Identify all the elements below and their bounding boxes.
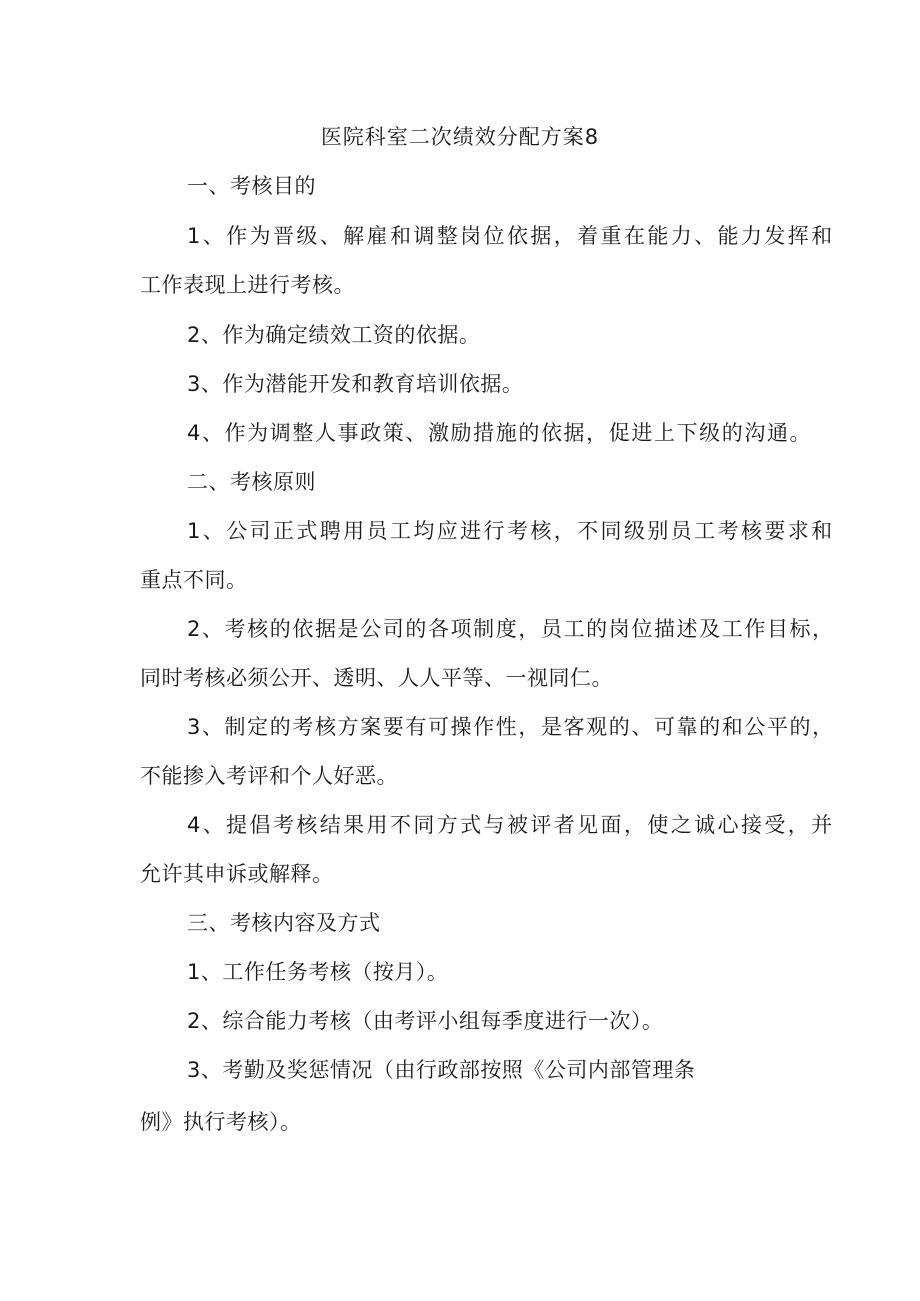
document-title: 医院科室二次绩效分配方案8: [320, 125, 600, 149]
paragraph-line: 4、作为调整人事政策、激励措施的依据，促进上下级的沟通。: [187, 421, 813, 445]
paragraph-line: 2、综合能力考核（由考评小组每季度进行一次）。: [187, 1009, 664, 1033]
paragraph-line: 2、考核的依据是公司的各项制度，员工的岗位描述及工作目标，: [187, 617, 835, 641]
paragraph-line: 1、工作任务考核（按月）。: [187, 960, 449, 984]
paragraph-line: 允许其申诉或解释。: [140, 862, 334, 886]
paragraph-line: 4、提倡考核结果用不同方式与被评者见面，使之诚心接受，并: [187, 813, 835, 837]
paragraph-line: 3、作为潜能开发和教育培训依据。: [187, 372, 524, 396]
paragraph-line: 例》执行考核）。: [140, 1110, 302, 1134]
paragraph-line: 2、作为确定绩效工资的依据。: [187, 323, 481, 347]
paragraph-line: 1、公司正式聘用员工均应进行考核，不同级别员工考核要求和: [187, 519, 835, 543]
paragraph-line: 同时考核必须公开、透明、人人平等、一视同仁。: [140, 666, 613, 690]
paragraph-line: 不能掺入考评和个人好恶。: [140, 764, 398, 788]
paragraph-line: 3、制定的考核方案要有可操作性，是客观的、可靠的和公平的，: [187, 715, 835, 739]
paragraph-line: 1、作为晋级、解雇和调整岗位依据，着重在能力、能力发挥和: [187, 224, 835, 248]
section-heading-3: 三、考核内容及方式: [187, 911, 381, 935]
paragraph-line: 重点不同。: [140, 568, 248, 592]
paragraph-line: 工作表现上进行考核。: [140, 273, 355, 297]
section-heading-2: 二、考核原则: [187, 470, 316, 494]
paragraph-line: 3、考勤及奖惩情况（由行政部按照《公司内部管理条: [187, 1058, 696, 1082]
section-heading-1: 一、考核目的: [187, 174, 316, 198]
